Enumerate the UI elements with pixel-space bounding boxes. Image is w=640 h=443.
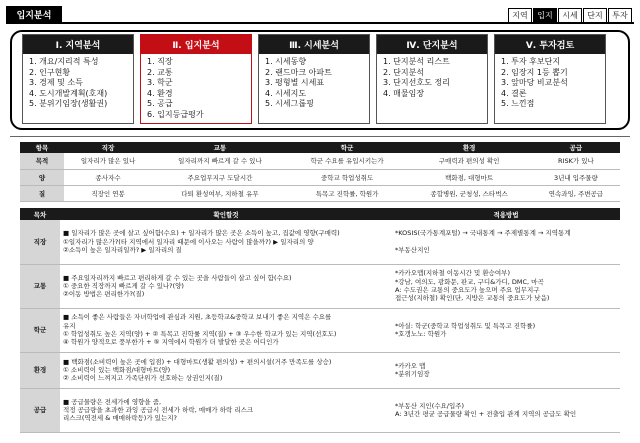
section-nav [507, 8, 632, 23]
method-cell [392, 264, 620, 308]
section-title: Ⅴ. 투자검토 [495, 35, 605, 54]
row-label: 학군 [20, 308, 60, 352]
section-card-price [258, 34, 370, 124]
table-cell: 중학교 학업성취도 [288, 169, 407, 185]
table-cell: 종사자수 [64, 169, 152, 185]
section-item: 2. 단지분석 [383, 67, 425, 77]
method-line: *강남, 여의도, 광화문, 판교, 구디&가디, DMC, 마곡 [395, 277, 544, 286]
table-row [20, 220, 620, 264]
overview-sections [22, 34, 606, 124]
section-card-region [22, 34, 134, 124]
method-line: *KOSIS(국가통계포털) → 국내통계 → 주제별통계 → 지역통계 [395, 229, 571, 238]
table-cell: 연속과잉, 주변공급 [532, 185, 620, 201]
section-item: 4. 도시개발계획(호재) [29, 88, 108, 98]
section-item: 4. 결론 [501, 88, 527, 98]
table-cell: RISK가 있나 [532, 153, 620, 169]
nav-tab-complex[interactable]: 단지 [583, 8, 607, 23]
method-line: A: 3년간 평균 공급물량 확인 + 전출입 관계 지역의 공급도 확인 [395, 410, 577, 418]
column-header: 직장 [64, 142, 152, 153]
method-line: *분위기임장 [395, 370, 430, 378]
nav-tab-region[interactable]: 지역 [508, 8, 532, 23]
section-item: 1. 직장 [147, 57, 173, 66]
table-row [20, 169, 620, 185]
section-title: Ⅰ. 지역분석 [23, 35, 133, 54]
row-label: 목적 [20, 153, 64, 169]
table-row [20, 388, 620, 432]
column-header: 교통 [152, 142, 288, 153]
table-cell: 특목고 진학률, 학원가 [288, 185, 407, 201]
detail-table [20, 208, 620, 433]
table-header-row [20, 208, 620, 220]
nav-tab-location[interactable]: 입지 [533, 8, 557, 23]
check-line: ■ 공급물량은 전세가에 영향을 줌, [63, 397, 162, 406]
check-line: ■ 일자리가 많은 곳에 살고 싶어함(수요) + 일자리가 많은 곳은 소득이 높고, 집값에 영향(구매력) [63, 229, 340, 238]
section-title: Ⅳ. 단지분석 [377, 35, 487, 54]
section-item: 4. 환경 [147, 88, 173, 98]
method-line: *아실: 학군(중학교 학업성취도 및 특목고 진학률) [395, 321, 536, 330]
section-title: Ⅲ. 시세분석 [259, 35, 369, 54]
column-header: 항목 [20, 142, 64, 153]
table-cell: 학군 수요를 유입시키는가 [288, 153, 407, 169]
method-cell [392, 308, 620, 352]
table-row [20, 308, 620, 352]
section-item: 5. 느낀점 [501, 99, 535, 109]
row-label: 교통 [20, 264, 60, 308]
page-title: 입지분석 [6, 6, 62, 23]
check-line: ① 학업성취도 높은 지역(양) + ② 특목고 진학률 지역(질) + ③ 우수한 학교가 있는 지역(선호도) [63, 330, 337, 338]
section-item: 5. 시세그룹핑 [265, 99, 314, 109]
section-item: 3. 경제 및 소득 [29, 78, 83, 88]
column-header: 학군 [288, 142, 407, 153]
section-item: 2. 교통 [147, 67, 173, 77]
section-title: Ⅱ. 입지분석 [141, 35, 251, 54]
table-header-row [20, 142, 620, 153]
method-line: *호갱노노: 학원가 [395, 330, 447, 338]
row-label: 공급 [20, 388, 60, 432]
method-line [395, 238, 617, 246]
section-item: 3. 앞마당 비교분석 [501, 78, 568, 88]
method-cell [392, 388, 620, 432]
table-cell: 일자리가 많은 있나 [64, 153, 152, 169]
table-cell: 주요업무지구 도달시간 [152, 169, 288, 185]
method-cell [392, 220, 620, 264]
check-line: 리스크(역전세 & 매매하락등)가 있는지? [63, 414, 177, 423]
row-label: 환경 [20, 352, 60, 388]
section-item: 1. 시세동향 [265, 57, 307, 66]
check-cell [60, 308, 392, 352]
check-line: ①일자리가 많은가?(타 지역에서 일자리 때문에 이사오는 사람이 많을까?) ▶ 일자리의 양 [63, 237, 314, 246]
method-line: *카카오 맵 [395, 361, 426, 370]
check-line: 적정 공급량을 초과한 과잉 공급시 전세가 하락, 매매가 하락 리스크 [63, 405, 254, 414]
table-cell: 직장인 연봉 [64, 185, 152, 201]
section-item: 1. 투자 후보단지 [501, 57, 561, 66]
section-item: 2. 랜드마크 아파트 [265, 67, 332, 77]
method-cell [392, 352, 620, 388]
table-row [20, 264, 620, 308]
row-label: 질 [20, 185, 64, 201]
section-item: 1. 단지분석 리스트 [383, 57, 450, 66]
table-cell: 구매력과 편의성 확인 [406, 153, 531, 169]
table-cell: 다퇴 환성여부, 지하철 유무 [152, 185, 288, 201]
column-header: 목차 [20, 208, 60, 220]
check-cell [60, 388, 392, 432]
check-line: ②이동 방법은 편리한가?(질) [63, 290, 145, 299]
method-line: A: 수도권은 교통의 중요도가 높으며 주요 업무지구 [395, 286, 540, 294]
column-header: 공급 [532, 142, 620, 153]
table-cell: 백화점, 대형마트 [406, 169, 531, 185]
check-cell [60, 352, 392, 388]
section-item: 4. 매물임장 [383, 88, 425, 98]
section-item: 4. 시세지도 [265, 88, 307, 98]
method-line: *부동산 지인(수요/입주) [395, 401, 465, 410]
check-line: ②소득이 높은 일자리일까? ▶ 일자리의 질 [63, 245, 182, 254]
column-header: 적용방법 [392, 208, 620, 220]
table-row [20, 185, 620, 201]
section-item: 6. 입지등급평가 [147, 109, 204, 119]
summary-table [20, 142, 620, 202]
check-cell [60, 220, 392, 264]
section-item: 3. 단지선호도 정리 [383, 78, 450, 88]
method-line: *부동산지인 [395, 245, 430, 254]
table-cell: 3년내 입주물량 [532, 169, 620, 185]
section-item: 5. 분위기임장(생활권) [29, 99, 108, 109]
section-card-location [140, 34, 252, 124]
check-line: ① 소비력이 있는 백화점/대형마트(양) [63, 365, 171, 374]
row-label: 양 [20, 169, 64, 185]
method-line: *카카오맵(지하철 이동시간 및 환승여부) [395, 269, 510, 278]
check-line: 유지 [63, 321, 76, 330]
column-header: 확인할것 [60, 208, 392, 220]
section-item: 2. 임장지 1등 뽑기 [501, 67, 568, 77]
check-line: ■ 주요일자리까지 빠르고 편리하게 갈 수 있는 곳을 사람들이 살고 싶어 함(수요) [63, 273, 292, 282]
check-line: ④ 학원가 양적으로 풍부한가 + ⑤ 지역에서 학원가 더 발달한 곳은 어디인가 [63, 338, 279, 347]
check-cell [60, 264, 392, 308]
nav-tab-investment[interactable]: 투자 [608, 8, 632, 23]
nav-tab-price[interactable]: 시세 [558, 8, 582, 23]
column-header: 환경 [406, 142, 531, 153]
section-card-investment [494, 34, 606, 124]
section-item: 3. 학군 [147, 78, 173, 88]
content-divider [10, 136, 630, 137]
table-cell: 종합병원, 군청성, 스타벅스 [406, 185, 531, 201]
section-item: 2. 인구현황 [29, 67, 71, 77]
check-line: ■ 소득이 좋은 사람들은 자녀학업에 관심과 지원, 초등학교&중학교 보내기 좋은 지역은 수요를 [63, 313, 332, 322]
table-cell: 일자리까지 빠르게 갈 수 있나 [152, 153, 288, 169]
check-line: ② 소비력이 느껴지고 가족단위가 선호하는 상권인지(질) [63, 374, 223, 383]
section-item: 3. 평형별 시세표 [265, 78, 325, 88]
table-row [20, 352, 620, 388]
section-item: 5. 공급 [147, 99, 173, 109]
check-line: ① 중요한 직장까지 빠르게 갈 수 있나?(양) [63, 281, 184, 290]
section-item: 1. 개요/지리적 특성 [29, 57, 99, 66]
row-label: 직장 [20, 220, 60, 264]
table-row [20, 153, 620, 169]
method-line: 접근성(지하철) 확인(단, 지방은 교통의 중요도가 낮음) [395, 294, 550, 303]
section-card-complex [376, 34, 488, 124]
check-line: ■ 백화점(소비력이 높은 곳에 입점) + 대형마트(생활 편의성) + 편의시설(거주 만족도를 상승) [63, 357, 332, 366]
